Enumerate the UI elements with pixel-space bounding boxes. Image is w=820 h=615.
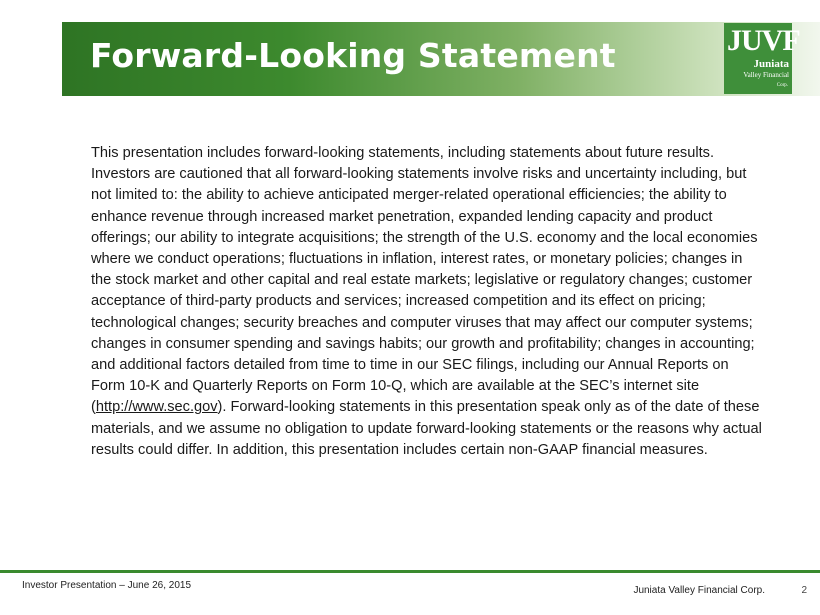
- statement-paragraph: [91, 143, 763, 461]
- company-logo: [724, 23, 800, 94]
- logo-subname: Valley Financial: [743, 71, 789, 79]
- logo-corp: Corp.: [776, 83, 788, 88]
- footer-company-name: Juniata Valley Financial Corp.: [633, 585, 765, 596]
- statement-text-after-link: ). Forward-looking statements in this presentation speak only as of the date of these materials, and we assume no obligation to update forward-looking statements or the reasons why actual results could differ. In addition, this presentation includes certain non-GAAP financial measures.: [91, 399, 762, 458]
- footer-presentation-date: Investor Presentation – June 26, 2015: [22, 580, 192, 591]
- page-number: 2: [801, 585, 807, 596]
- sec-website-link[interactable]: http://www.sec.gov: [95, 399, 218, 416]
- footer-divider: [0, 570, 820, 573]
- statement-body: [91, 143, 763, 461]
- logo-mark: JUVF: [727, 24, 800, 57]
- slide-title: Forward-Looking Statement: [90, 36, 616, 75]
- title-banner: [62, 22, 820, 96]
- statement-text-before-link: This presentation includes forward-looking statements, including statements about future results. Investors are cautioned that all forward-looking statements involve risks and uncertainty including, but not limited to: the ability to achieve anticipated merger-related operational efficiencies; the ability to enhance revenue through increased market penetration, expanded lending capacity and product offerings; our ability to integrate acquisitions; the strength of the U.S. economy and the local economies where we conduct operations; fluctuations in inflation, interest rates, or monetary policies; changes in the stock market and other capital and real estate markets; legislative or regulatory changes; customer acceptance of third-party products and services; increased competition and its effect on pricing; technological changes; security breaches and computer viruses that may affect our computer systems; changes in consumer spending and savings habits; our growth and profitability; changes in accounting; and additional factors detailed from time to time in our SEC filings, including our Annual Reports on Form 10-K and Quarterly Reports on Form 10-Q, which are available at the SEC’s internet site (: [91, 145, 758, 416]
- logo-name: Juniata: [753, 58, 789, 70]
